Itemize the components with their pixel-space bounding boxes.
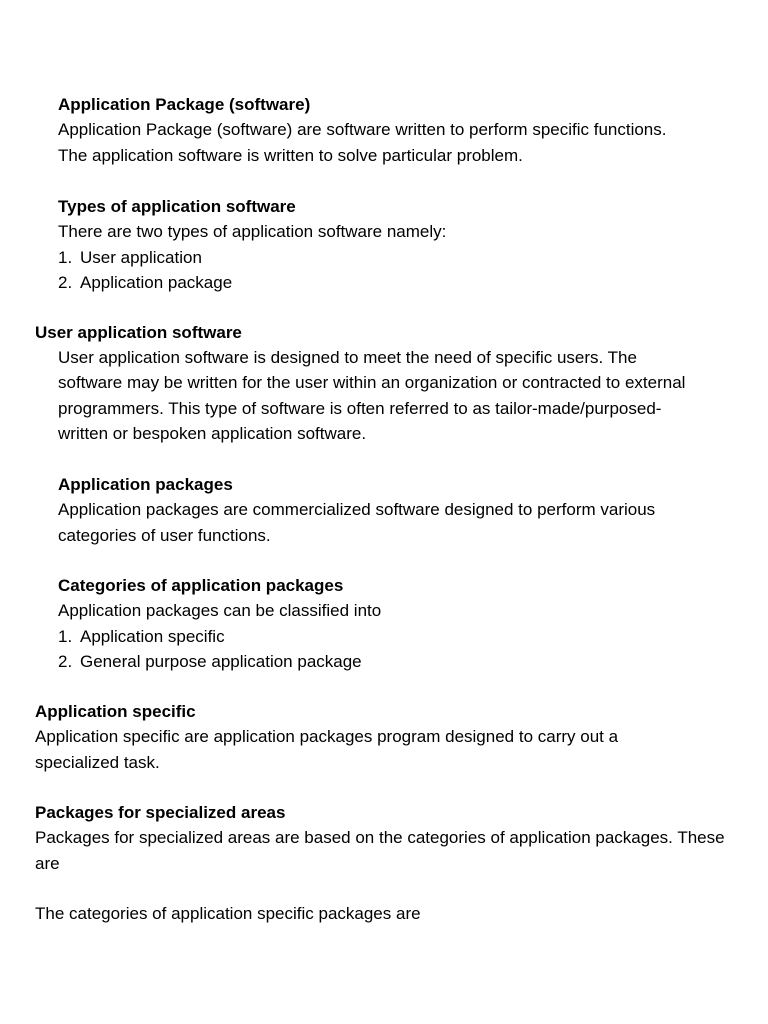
list-item (58, 270, 738, 295)
section-heading: Packages for specialized areas (35, 803, 286, 822)
section-packages-for-specialized-areas (35, 800, 735, 876)
types-list (58, 245, 738, 296)
list-number: 2. (58, 272, 73, 292)
list-item-text: General purpose application package (80, 651, 362, 671)
section-types-of-application-software (58, 194, 738, 295)
list-item-text: Application package (80, 272, 233, 292)
list-item (58, 245, 738, 270)
section-heading: Categories of application packages (58, 576, 344, 595)
section-body: Application specific are application packages program designed to carry out a specialized task. (35, 727, 619, 772)
categories-list (58, 624, 738, 675)
list-number: 1. (58, 247, 73, 267)
section-categories-specific-packages (35, 901, 735, 926)
section-body: Application packages are commercialized software designed to perform various categories of user functions. (58, 500, 656, 545)
list-item (58, 649, 738, 674)
section-body: Application packages can be classified into (58, 601, 382, 621)
list-item-text: User application (80, 247, 202, 267)
section-body: The categories of application specific packages are (35, 904, 421, 923)
section-heading: Application Package (software) (58, 95, 311, 114)
section-categories-of-application-packages (58, 573, 738, 674)
section-body: Packages for specialized areas are based on the categories of application packages. These are (35, 828, 725, 873)
section-user-application-software (35, 320, 735, 345)
section-heading: Application specific (35, 702, 196, 721)
section-heading: User application software (35, 323, 242, 342)
section-application-packages (58, 472, 738, 548)
section-heading: Application packages (58, 475, 233, 494)
section-body: There are two types of application software namely: (58, 222, 447, 242)
section-body: User application software is designed to meet the need of specific users. The software may be written for the user within an organization or contracted to external programmers. This type of software is often referred to as tailor-made/purposed-written or bespoken application software. (58, 348, 686, 443)
section-application-package (58, 92, 738, 168)
list-number: 2. (58, 651, 73, 671)
list-item (58, 624, 738, 649)
section-heading: Types of application software (58, 197, 296, 216)
list-item-text: Application specific (80, 626, 225, 646)
list-number: 1. (58, 626, 73, 646)
section-user-application-software-body (58, 345, 738, 446)
section-body: Application Package (software) are software written to perform specific functions. The application software is written to solve particular problem. (58, 120, 667, 165)
section-application-specific (35, 699, 735, 775)
